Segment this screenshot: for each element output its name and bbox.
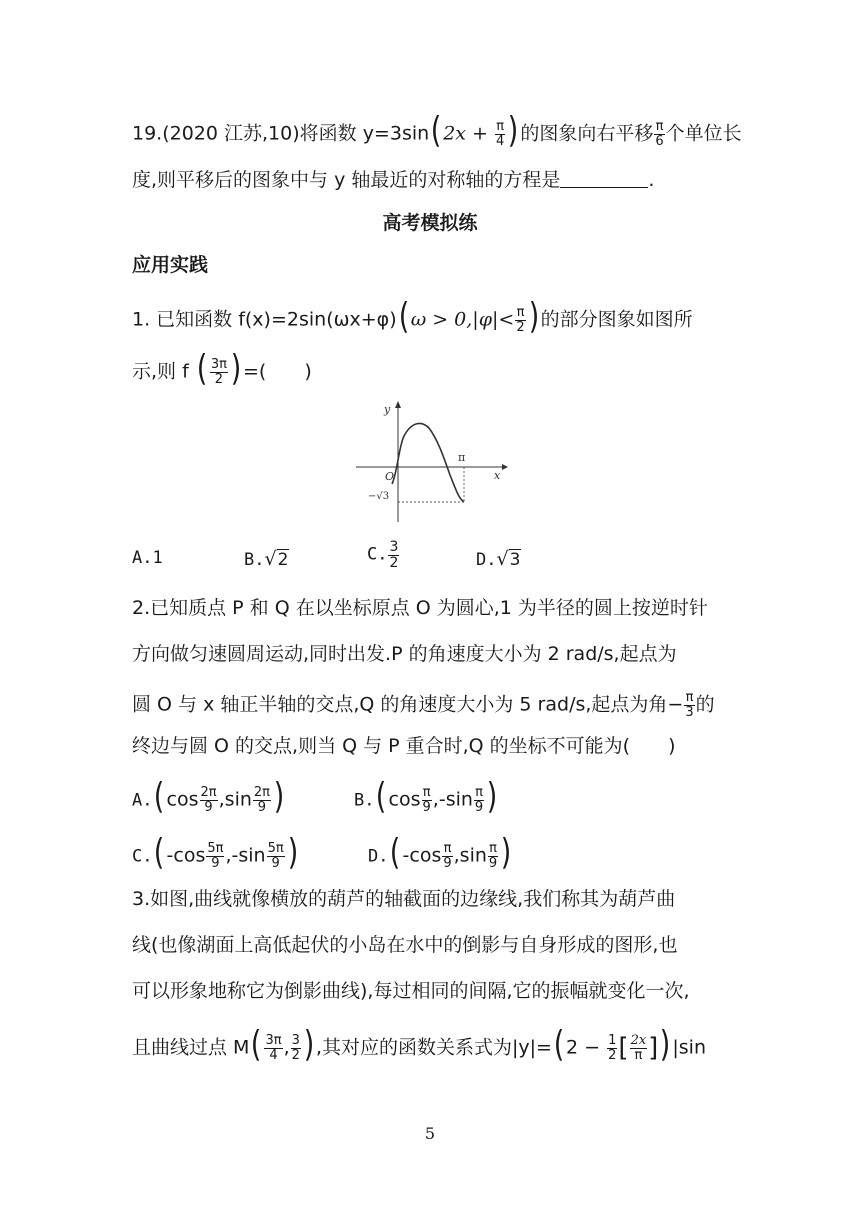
q19-text-pre: 19.(2020 江苏,10)将函数 y=3sin bbox=[132, 122, 430, 145]
page-number: 5 bbox=[424, 1124, 436, 1143]
q19-line1: 19.(2020 江苏,10)将函数 y=3sin(2x + $\frac{\pi}{4}$ )的图象向右平移 $\frac{\pi}{6}$ 个单位长 bbox=[132, 110, 742, 151]
q19-text-post: 个单位长 bbox=[665, 122, 742, 145]
x-label: x bbox=[494, 469, 501, 482]
q1-condition: ω > 0,|φ|< bbox=[410, 308, 515, 331]
neg-sqrt3-label: −√3 bbox=[368, 491, 390, 502]
q1-option-a: A.1 bbox=[132, 548, 163, 568]
q2-option-c: C.(-cos $\frac{5\pi}{9}$ ,-sin $\frac{5\pi}{9}$ ) bbox=[132, 832, 298, 873]
q2-line3: 圆 O 与 x 轴正半轴的交点,Q 的角速度大小为 5 rad/s,起点为角− $\frac{\pi}{3}$ 的 bbox=[132, 690, 715, 720]
q2-line1: 2.已知质点 P 和 Q 在以坐标原点 O 为圆心,1 为半径的圆上按逆时针 bbox=[132, 597, 708, 619]
q1-option-b: B.√2 bbox=[244, 548, 289, 570]
sine-curve bbox=[392, 423, 464, 502]
q1-option-c: C. $\frac{3}{2}$ bbox=[367, 539, 399, 571]
q19-text-mid: 的图象向右平移 bbox=[520, 122, 654, 145]
q3-line1: 3.如图,曲线就像横放的葫芦的轴截面的边缘线,我们称其为葫芦曲 bbox=[132, 888, 676, 910]
q2-line2: 方向做匀速圆周运动,同时出发.P 的角速度大小为 2 rad/s,起点为 bbox=[132, 643, 677, 665]
q1-options bbox=[132, 539, 521, 571]
q3-line4: 且曲线过点 M( $\frac{3\pi}{4}$ , $\frac{3}{2}$ ),其对应的函数关系式为|y|=(2 − $\frac{1}{2}$ [ $\frac{2x}{\pi}$ ])|sin bbox=[132, 1024, 706, 1065]
q2-line4: 终边与圆 O 的交点,则当 Q 与 P 重合时,Q 的坐标不可能为( ) bbox=[132, 735, 676, 757]
q2-option-a: A.(cos $\frac{2\pi}{9}$ ,sin $\frac{2\pi}{9}$ ) bbox=[132, 776, 285, 817]
y-axis-arrow-icon bbox=[395, 401, 401, 408]
q1-graph-figure bbox=[352, 396, 512, 526]
q19-frac-pi4: $\frac{\pi}{4}$ bbox=[496, 118, 505, 149]
q19-arg: 2x + bbox=[443, 122, 495, 145]
q3-line3: 可以形象地称它为倒影曲线),每过相同的间隔,它的振幅就变化一次, bbox=[132, 980, 690, 1002]
q1-line1: 1. 已知函数 f(x)=2sin(ωx+φ)(ω > 0,|φ|< $\frac{\pi}{2}$ )的部分图象如图所 bbox=[132, 296, 693, 337]
y-label: y bbox=[384, 403, 391, 416]
q1-line2: 示,则 f ( $\frac{3\pi}{2}$ )=( ) bbox=[132, 348, 312, 389]
q1-option-d: D.√3 bbox=[476, 548, 521, 570]
q2-option-d: D.(-cos $\frac{\pi}{9}$ ,sin $\frac{\pi}{9}$ ) bbox=[368, 832, 512, 873]
subsection-title: 应用实践 bbox=[132, 254, 209, 276]
q2-option-b: B.(cos $\frac{\pi}{9}$ ,-sin $\frac{\pi}{9}$ ) bbox=[354, 776, 498, 817]
origin-label: O bbox=[385, 470, 395, 483]
pi-label: π bbox=[458, 451, 466, 464]
answer-blank bbox=[560, 171, 648, 188]
q3-line2: 线(也像湖面上高低起伏的小岛在水中的倒影与自身形成的图形,也 bbox=[132, 934, 678, 956]
q19-frac-pi6: $\frac{\pi}{6}$ bbox=[655, 118, 664, 149]
x-axis-arrow-icon bbox=[502, 464, 508, 470]
section-title: 高考模拟练 bbox=[382, 212, 478, 234]
q19-line2: 度,则平移后的图象中与 y 轴最近的对称轴的方程是 . bbox=[132, 169, 655, 191]
